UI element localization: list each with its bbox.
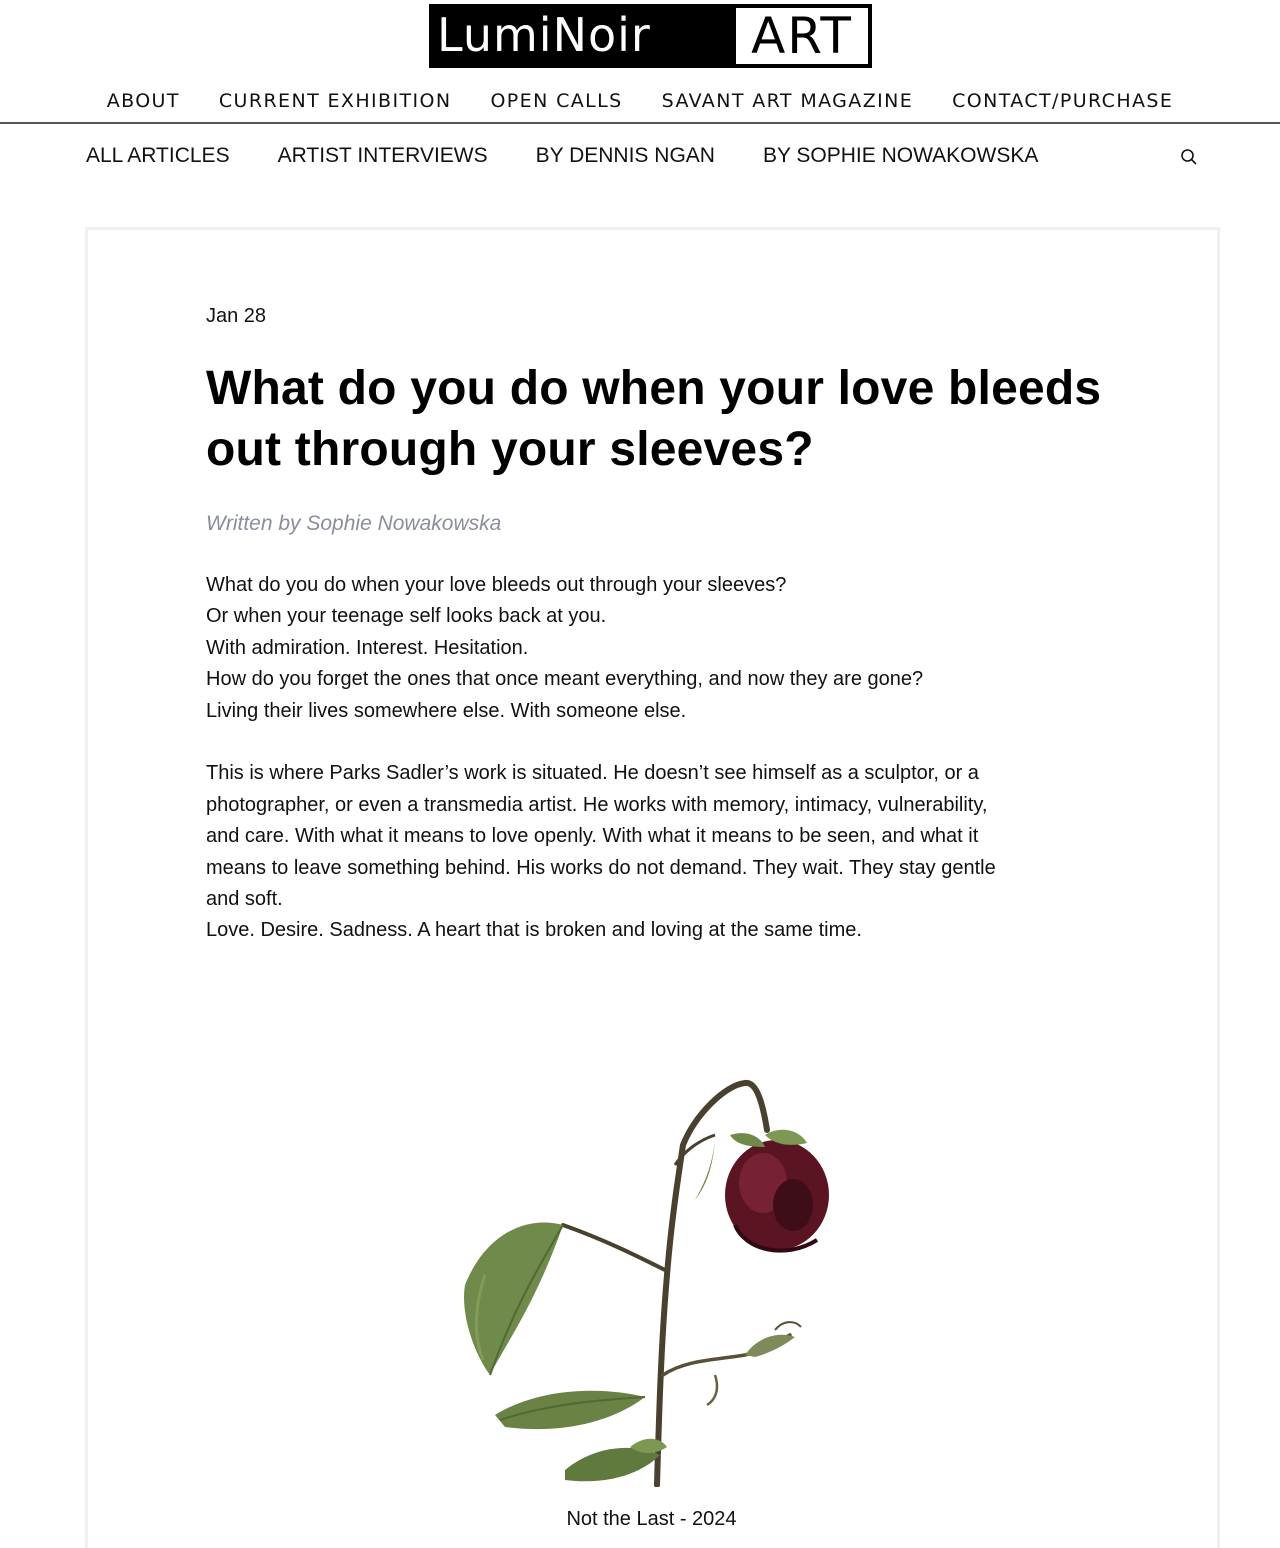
body-line: and care. With what it means to love openly. With what it means to be seen, and what it [206,825,979,848]
category-by-dennis-ngan[interactable]: BY DENNIS NGAN [535,144,715,167]
body-line: means to leave something behind. His works do not demand. They wait. They stay gentle [206,856,996,879]
blog-category-nav [86,140,1038,174]
search-icon [1178,146,1200,168]
nav-current-exhibition[interactable]: CURRENT EXHIBITION [218,90,452,112]
body-paragraph [206,758,1106,946]
category-artist-interviews[interactable]: ARTIST INTERVIEWS [277,144,488,167]
body-line: and soft. [206,888,283,911]
body-line: Living their lives somewhere else. With someone else. [206,699,687,722]
site-logo[interactable] [429,4,872,68]
body-line: This is where Parks Sadler’s work is situated. He doesn’t see himself as a sculptor, or a [206,762,979,785]
post-byline: Written by Sophie Nowakowska [206,512,502,535]
body-line: How do you forget the ones that once meant everything, and now they are gone? [206,668,924,691]
body-line: photographer, or even a transmedia artist. He works with memory, intimacy, vulnerability, [206,793,988,816]
search-button[interactable] [1178,146,1200,168]
body-line: With admiration. Interest. Hesitation. [206,636,529,659]
image-caption: Not the Last - 2024 [566,1508,737,1530]
nav-savant-art-magazine[interactable]: SAVANT ART MAGAZINE [661,90,914,112]
body-paragraph [206,570,1106,727]
wilted-rose-illustration [445,1075,845,1487]
logo-text-luminoir: LumiNoir [431,6,736,66]
post-title-line: What do you do when your love bleeds [206,362,1102,415]
category-by-sophie-nowakowska[interactable]: BY SOPHIE NOWAKOWSKA [762,144,1039,167]
artwork-image[interactable] [445,1075,845,1487]
nav-contact-purchase[interactable]: CONTACT/PURCHASE [952,90,1174,112]
nav-about[interactable]: ABOUT [106,90,180,112]
blog-post [206,300,1106,978]
post-date: Jan 28 [206,305,267,327]
post-title [206,358,1106,480]
post-title-line: out through your sleeves? [206,423,814,476]
nav-open-calls[interactable]: OPEN CALLS [490,90,623,112]
body-line: Or when your teenage self looks back at you. [206,605,607,628]
main-nav [0,86,1280,124]
logo-text-art: ART [736,8,868,64]
body-line: What do you do when your love bleeds out through your sleeves? [206,574,787,596]
nav-divider [0,122,1280,124]
post-body [206,570,1106,947]
category-all-articles[interactable]: ALL ARTICLES [86,144,230,167]
body-line: Love. Desire. Sadness. A heart that is broken and loving at the same time. [206,919,862,942]
